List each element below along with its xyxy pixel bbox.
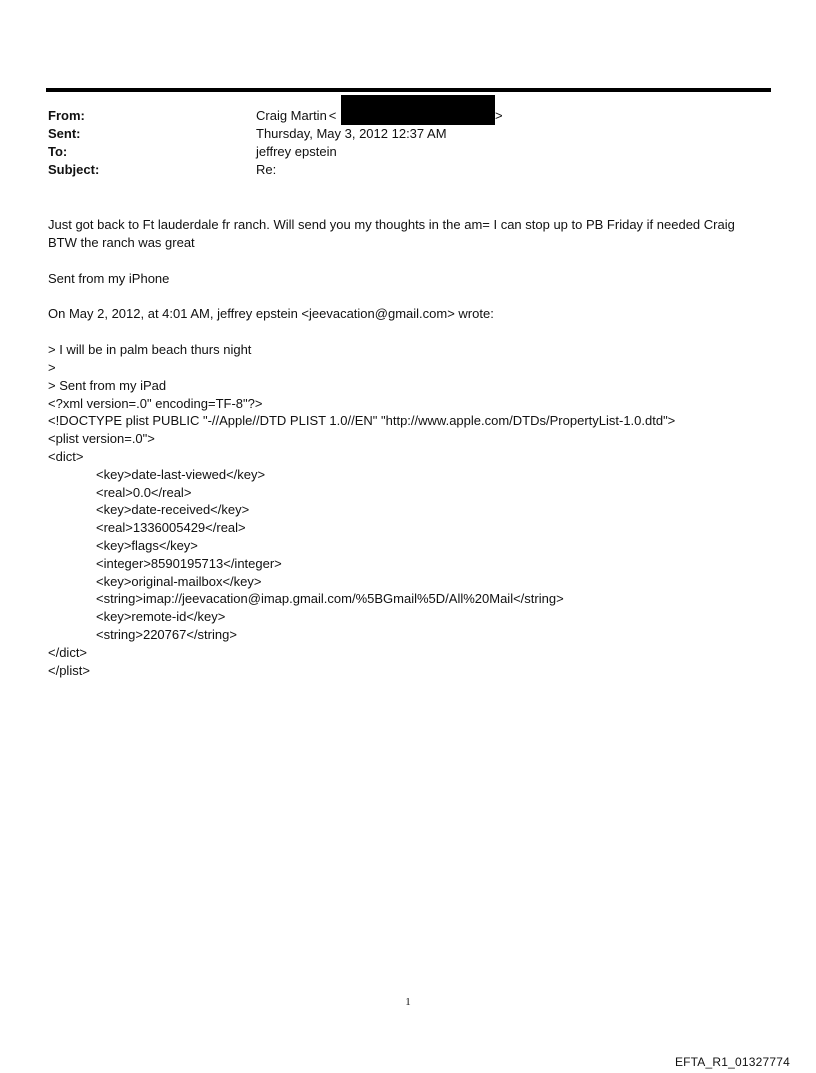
signature: Sent from my iPhone [48,270,170,286]
plist-inner-line: <real>1336005429</real> [96,520,246,536]
plist-inner-line: <real>0.0</real> [96,484,192,500]
quoted-line: > Sent from my iPad [48,377,167,393]
email-close-bracket: > [495,108,503,123]
message-line: Just got back to Ft lauderdale fr ranch. Will send you my thoughts in the am= I can stop up to PB Friday if needed Craig [48,217,735,232]
to-value: jeffrey epstein [256,144,337,159]
sent-row [48,125,447,143]
plist-line: </plist> [48,662,90,678]
plist-inner-line: <key>date-received</key> [96,502,250,518]
subject-value: Re: [256,162,277,177]
plist-inner-line: <key>date-last-viewed</key> [96,466,266,482]
plist-line: <?xml version=.0" encoding=TF-8"?> [48,395,263,411]
plist-line: <plist version=.0"> [48,431,155,447]
sender-name: Craig Martin [256,108,327,123]
plist-inner-line: <integer>8590195713</integer> [96,555,282,571]
quoted-line: > I will be in palm beach thurs night [48,342,252,358]
email-body [48,216,778,679]
plist-inner-line: <key>remote-id</key> [96,609,226,625]
to-row [48,143,447,161]
email-open-bracket: < [328,108,337,123]
quote-intro: On May 2, 2012, at 4:01 AM, jeffrey epstein <jeevacation@gmail.com> wrote: [48,306,494,322]
to-label: To: [48,144,68,159]
plist-line: <!DOCTYPE plist PUBLIC "-//Apple//DTD PLIST 1.0//EN" "http://www.apple.com/DTDs/PropertyList-1.0.dtd"> [48,413,676,429]
sent-value: Thursday, May 3, 2012 12:37 AM [256,126,447,141]
from-row [48,107,503,125]
plist-inner-line: <string>220767</string> [96,626,237,642]
plist-line: </dict> [48,644,88,660]
sent-label: Sent: [48,126,81,141]
from-label: From: [48,108,85,123]
subject-row [48,161,447,179]
quoted-line: > [48,359,56,375]
plist-inner-line: <key>flags</key> [96,537,198,553]
page-number: 1 [405,996,411,1008]
subject-label: Subject: [48,162,100,177]
message-line: BTW the ranch was great [48,234,195,250]
from-value [256,107,503,125]
header-divider [46,88,771,92]
email-header [48,107,503,179]
document-id: EFTA_R1_01327774 [674,1055,790,1069]
redaction-box [341,95,495,125]
plist-inner-line: <key>original-mailbox</key> [96,573,262,589]
plist-line: <dict> [48,448,84,464]
plist-inner-line: <string>imap://jeevacation@imap.gmail.com/%5BGmail%5D/All%20Mail</string> [96,591,564,607]
